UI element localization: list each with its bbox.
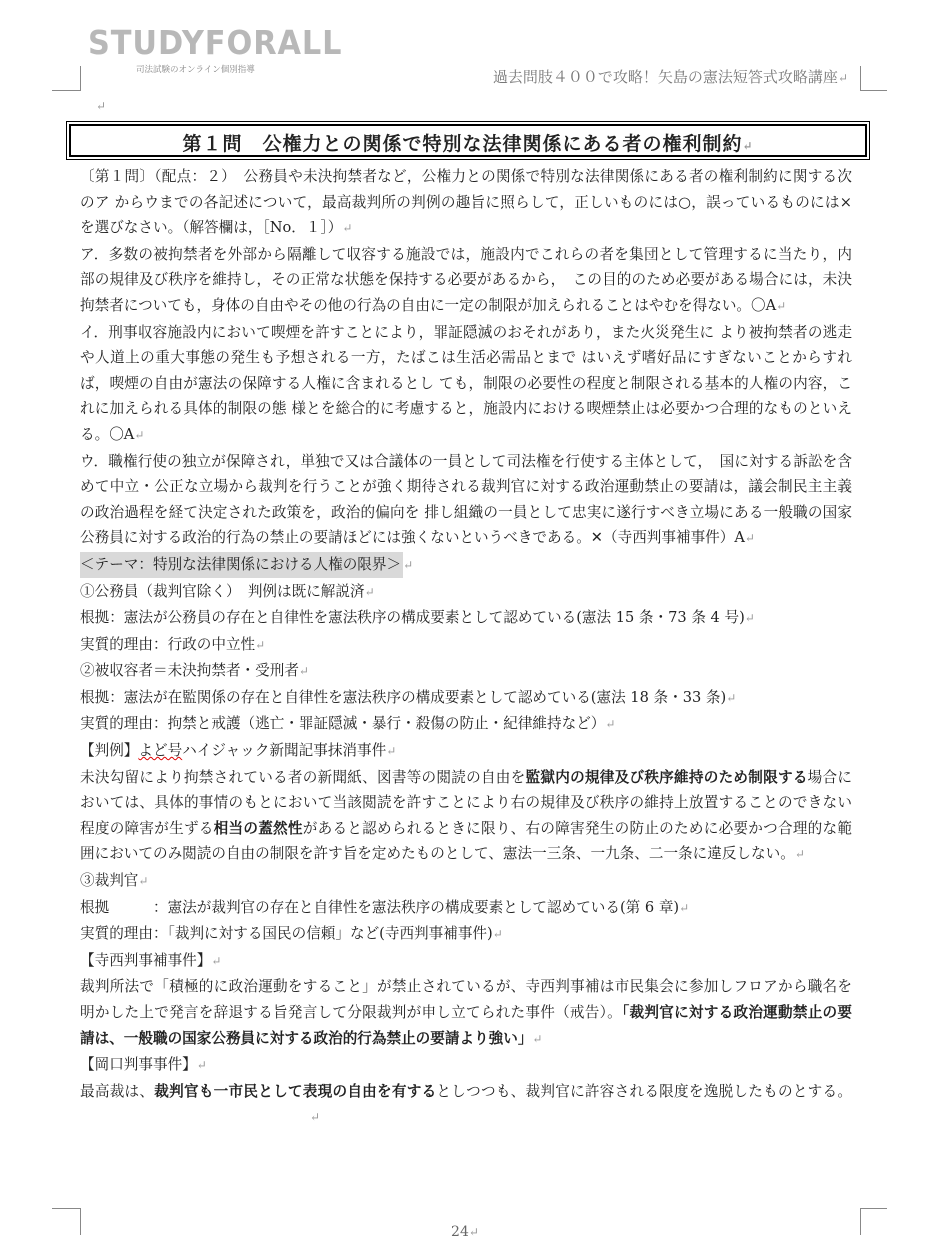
title-box <box>66 121 870 160</box>
page-title: 第１問 公権力との関係で特別な法律関係にある者の権利制約↵ <box>182 133 754 155</box>
case-okaguchi-text: 最高裁は、裁判官も一市民として表現の自由を有するとしつつも、裁判官に許容される限度を逸脱したものとする。↵ <box>80 1082 852 1125</box>
logo <box>88 23 365 75</box>
section-3-basis: 根拠 ：憲法が裁判官の存在と自律性を憲法秩序の構成要素として認めている(第 6 章)↵ <box>80 898 690 916</box>
question-text: 〔第１問〕（配点：２） 公務員や未決拘禁者など，公権力との関係で特別な法律関係にある者の権利制約に関する次のア からウまでの各記述について，最高裁判所の判例の趣旨に照らして，正しいものには○，誤っているものには×を選びなさい。（解答欄は，［No．１］）↵ <box>80 168 852 237</box>
section-1-reason: 実質的理由：行政の中立性↵ <box>80 635 266 653</box>
section-3-reason: 実質的理由：「裁判に対する国民の信頼」など(寺西判事補事件)↵ <box>80 925 503 943</box>
case-teranishi-text: 裁判所法で「積極的に政治運動をすること」が禁止されているが、寺西判事補は市民集会に参加しフロアから職名を明かした上で発言を辞退する旨発言して分限裁判が申し立てられた事件（戒告）。「裁判官に対する政治運動禁止の要請は、一般職の国家公務員に対する政治的行為禁止の要請より強い」↵ <box>80 978 852 1047</box>
option-i: イ．刑事収容施設内において喫煙を許すことにより，罪証隠滅のおそれがあり，また火災発生に より被拘禁者の逃走や人道上の重大事態の発生も予想される一方，たばこは生活必需品とまで はいえず嗜好品にすぎないことからすれば，喫煙の自由が憲法の保障する人権に含まれるとし ても，制限の必要性の程度と制限される基本的人権の内容，これに加えられる具体的制限の態 様とを総合的に考慮すると，施設内における喫煙禁止は必要かつ合理的なものといえる。〇A↵ <box>80 323 852 443</box>
case-teranishi-title: 【寺西判事補事件】↵ <box>80 951 222 969</box>
theme-heading: ＜テーマ：特別な法律関係における人権の限界＞ ↵ <box>80 552 852 579</box>
section-2-basis: 根拠：憲法が在監関係の存在と自律性を憲法秩序の構成要素として認めている(憲法 18 条・33 条)↵ <box>80 688 737 706</box>
logo-subtitle: 司法試験のオンライン個別指導 <box>136 65 255 75</box>
page-number: 24↵ <box>451 1224 479 1240</box>
crop-mark-top-left <box>52 66 81 91</box>
logo-text: STUDYFORALL <box>88 23 343 62</box>
option-a: ア．多数の被拘禁者を外部から隔離して収容する施設では，施設内でこれらの者を集団として管理するに当たり，内部の規律及び秩序を維持し，その正常な状態を保持する必要があるから， この目的のため必要がある場合には，未決拘禁者についても，身体の自由やその他の行為の自由に一定の制限が加えられることはやむを得ない。〇A↵ <box>80 245 852 314</box>
course-title: 過去問肢４００で攻略！矢島の憲法短答式攻略講座↵ <box>492 68 848 86</box>
section-2-ruling: 未決勾留により拘禁されている者の新聞紙、図書等の閲読の自由を監獄内の規律及び秩序維持のため制限する場合においては、具体的事情のもとにおいて当該閲読を許すことにより右の規律及び秩序の維持上放置することのできない程度の障害が生ずる相当の蓋然性があると認められるときに限り、右の障害発生の防止のために必要かつ合理的な範囲においてのみ閲読の自由の制限を許す旨を定めたものとして、憲法一三条、一九条、二一条に違反しない。↵ <box>80 768 852 863</box>
option-u: ウ．職権行使の独立が保障され，単独で又は合議体の一員として司法権を行使する主体として， 国に対する訴訟を含めて中立・公正な立場から裁判を行うことが強く期待される裁判官に対する政治運動禁止の要請は，議会制民主主義の政治過程を経て決定された政策を，政治的偏向を 排し組織の一員として忠実に遂行すべき立場にある一般職の国家公務員に対する政治的行為の禁止の要請ほどには強くないというべきである。✕（寺西判事補事件）A↵ <box>80 452 852 547</box>
section-1-basis: 根拠：憲法が公務員の存在と自律性を憲法秩序の構成要素として認めている(憲法 15 条・73 条 4 号)↵ <box>80 609 755 627</box>
crop-mark-top-right <box>860 66 887 91</box>
section-3-heading: ③裁判官↵ <box>80 872 149 890</box>
section-2-case-title: 【判例】よど号ハイジャック新聞記事抹消事件↵ <box>80 742 397 760</box>
section-2-reason: 実質的理由：拘禁と戒護（逃亡・罪証隠滅・暴行・殺傷の防止・紀律維持など）↵ <box>80 715 616 733</box>
document-body <box>80 164 852 1131</box>
section-1-heading: ①公務員（裁判官除く） 判例は既に解説済↵ <box>80 582 375 600</box>
case-okaguchi-title: 【岡口判事事件】↵ <box>80 1056 207 1074</box>
paragraph-mark: ↵ <box>96 99 107 113</box>
section-2-heading: ②被収容者＝未決拘禁者・受刑者↵ <box>80 662 309 680</box>
